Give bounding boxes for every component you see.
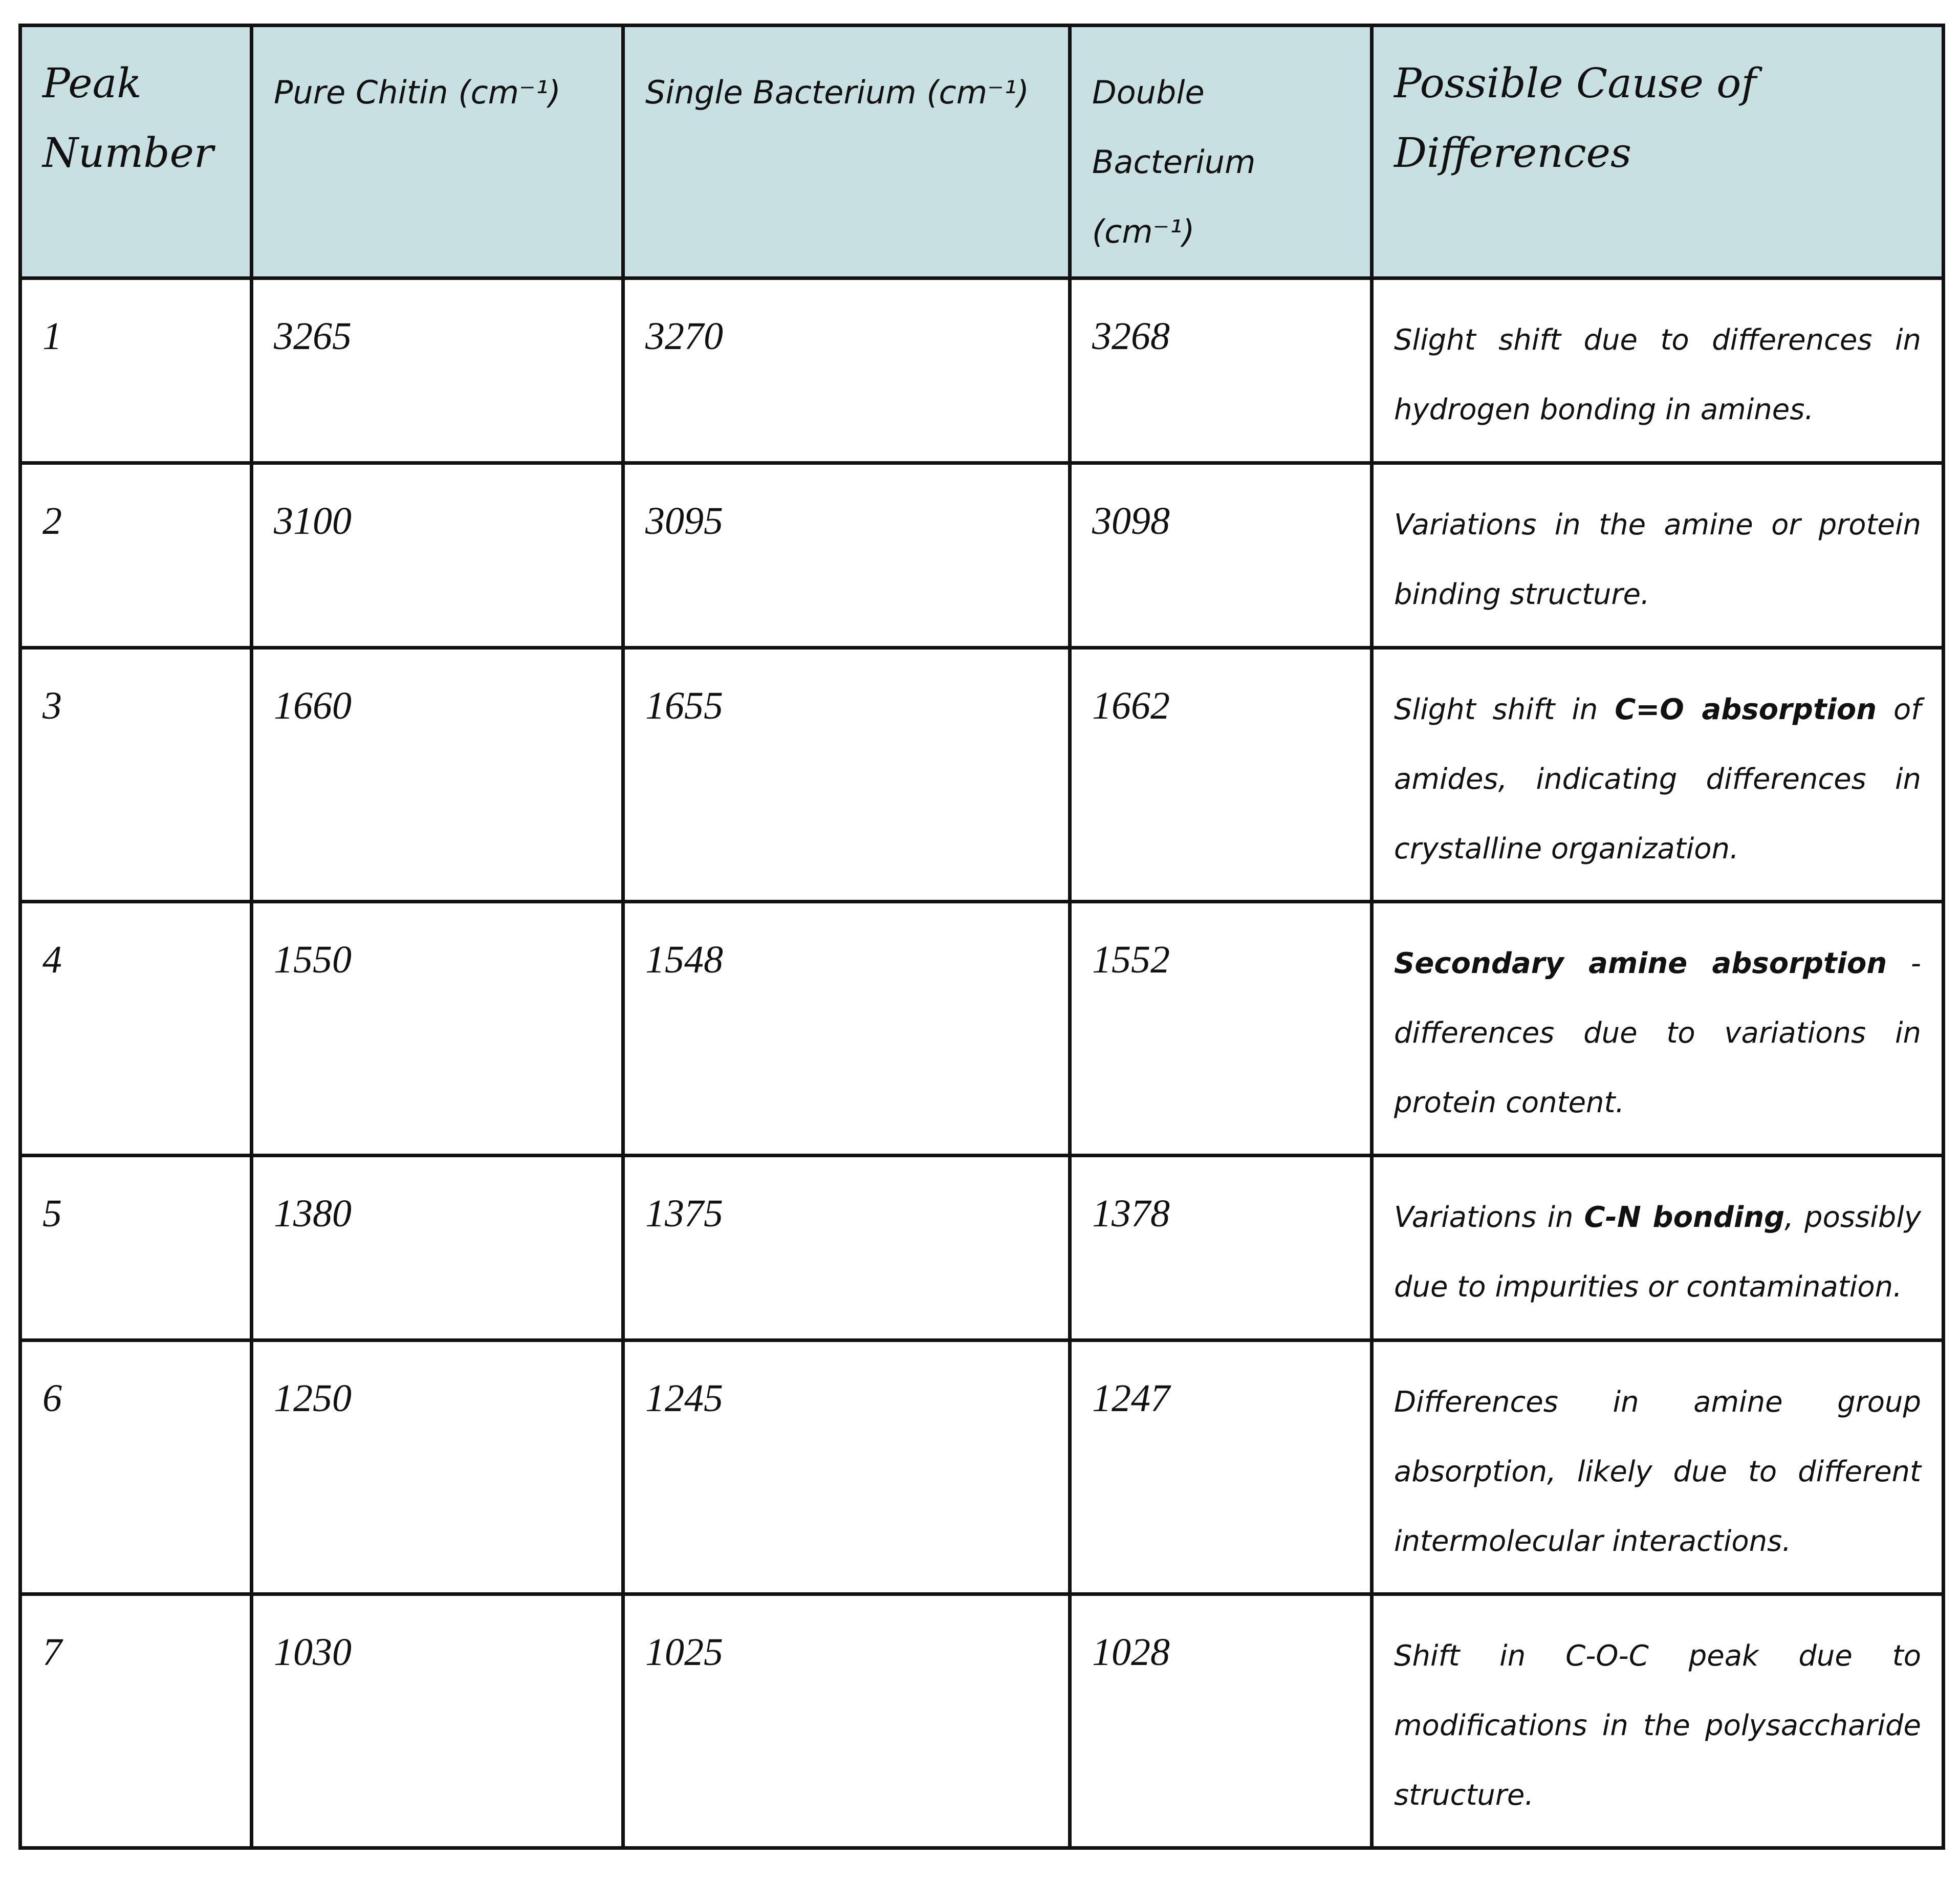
cell-peak-number: [20, 463, 252, 648]
cell-possible-cause: [1372, 1340, 1944, 1594]
cell-pure-chitin: [252, 902, 623, 1156]
cell-double-bacterium: [1070, 648, 1372, 902]
cell-double-bacterium: [1070, 463, 1372, 648]
table-row: [20, 463, 1944, 648]
double-bacterium-value: 3268: [1092, 315, 1170, 358]
cell-pure-chitin: [252, 1594, 623, 1848]
cell-peak-number: [20, 1594, 252, 1848]
cell-peak-number: [20, 1156, 252, 1340]
cause-text-start: Slight shift in: [1394, 693, 1615, 726]
cell-double-bacterium: [1070, 902, 1372, 1156]
header-double-bacterium: [1070, 26, 1372, 278]
single-bacterium-value: 1025: [645, 1631, 723, 1674]
cell-single-bacterium: [623, 902, 1070, 1156]
pure-chitin-value: 3265: [274, 315, 352, 358]
cell-possible-cause: [1372, 648, 1944, 902]
cause-text-start: Slight shift due to differences in hydrogen bonding in amines.: [1394, 323, 1921, 426]
cell-single-bacterium: [623, 463, 1070, 648]
single-bacterium-value: 1245: [645, 1377, 723, 1420]
cell-double-bacterium: [1070, 1340, 1372, 1594]
cause-text-end: of amides, indicating differences in crystalline organization.: [1394, 693, 1921, 866]
cell-pure-chitin: [252, 648, 623, 902]
cause-text-start: Differences in amine group absorption, likely due to different intermolecular interactions.: [1394, 1386, 1921, 1558]
cause-text-bold: C=O absorption: [1615, 693, 1877, 726]
cause-text-start: Shift in C-O-C peak due to modifications in the polysaccharide structure.: [1394, 1639, 1921, 1812]
cell-double-bacterium: [1070, 1156, 1372, 1340]
single-bacterium-value: 3095: [645, 500, 723, 543]
cell-single-bacterium: [623, 278, 1070, 463]
double-bacterium-value: 1378: [1092, 1192, 1170, 1235]
cell-peak-number: [20, 648, 252, 902]
table-row: [20, 1340, 1944, 1594]
pure-chitin-value: 1380: [274, 1192, 352, 1235]
cell-possible-cause: [1372, 463, 1944, 648]
single-bacterium-value: 1655: [645, 684, 723, 727]
possible-cause-text: [1374, 1596, 1942, 1830]
header-double-bacterium-label: Double Bacterium (cm⁻¹): [1092, 74, 1256, 250]
table-row: [20, 1594, 1944, 1848]
pure-chitin-value: 1660: [274, 684, 352, 727]
pure-chitin-value: 1250: [274, 1377, 352, 1420]
cell-peak-number: [20, 278, 252, 463]
peak-number-value: 5: [42, 1192, 62, 1235]
peak-number-value: 1: [42, 315, 62, 358]
cell-possible-cause: [1372, 902, 1944, 1156]
table-row: [20, 1156, 1944, 1340]
cell-possible-cause: [1372, 1594, 1944, 1848]
cell-pure-chitin: [252, 1340, 623, 1594]
peak-number-value: 7: [42, 1631, 62, 1674]
double-bacterium-value: 1247: [1092, 1377, 1170, 1420]
double-bacterium-value: 1028: [1092, 1631, 1170, 1674]
pure-chitin-value: 1030: [274, 1631, 352, 1674]
table-row: [20, 648, 1944, 902]
cell-pure-chitin: [252, 278, 623, 463]
possible-cause-text: [1374, 903, 1942, 1138]
cell-single-bacterium: [623, 1340, 1070, 1594]
single-bacterium-value: 3270: [645, 315, 723, 358]
peak-comparison-table: [18, 24, 1945, 1850]
header-pure-chitin-label: Pure Chitin (cm⁻¹): [274, 74, 561, 111]
cell-possible-cause: [1372, 278, 1944, 463]
header-peak-number-label: Peak Number: [42, 59, 214, 177]
possible-cause-text: [1374, 1342, 1942, 1576]
cell-single-bacterium: [623, 1156, 1070, 1340]
possible-cause-text: [1374, 650, 1942, 884]
header-pure-chitin: [252, 26, 623, 278]
cell-possible-cause: [1372, 1156, 1944, 1340]
table-header-row: [20, 26, 1944, 278]
table-row: [20, 902, 1944, 1156]
double-bacterium-value: 1662: [1092, 684, 1170, 727]
cell-double-bacterium: [1070, 1594, 1372, 1848]
peak-number-value: 3: [42, 684, 62, 727]
cell-single-bacterium: [623, 648, 1070, 902]
header-possible-cause-label: Possible Cause of Differences: [1394, 59, 1757, 177]
cell-double-bacterium: [1070, 278, 1372, 463]
possible-cause-text: [1374, 280, 1942, 445]
peak-number-value: 2: [42, 500, 62, 543]
pure-chitin-value: 1550: [274, 938, 352, 981]
header-single-bacterium-label: Single Bacterium (cm⁻¹): [645, 74, 1029, 111]
possible-cause-text: [1374, 1157, 1942, 1322]
peak-number-value: 4: [42, 938, 62, 981]
cause-text-end: - differences due to variations in protein content.: [1394, 947, 1921, 1119]
cause-text-bold: C-N bonding: [1584, 1201, 1785, 1234]
cause-text-bold: Secondary amine absorption: [1394, 947, 1887, 980]
pure-chitin-value: 3100: [274, 500, 352, 543]
possible-cause-text: [1374, 465, 1942, 630]
table-row: [20, 278, 1944, 463]
cell-single-bacterium: [623, 1594, 1070, 1848]
single-bacterium-value: 1548: [645, 938, 723, 981]
cell-pure-chitin: [252, 463, 623, 648]
double-bacterium-value: 1552: [1092, 938, 1170, 981]
cause-text-end: , possibly due to impurities or contamination.: [1394, 1201, 1921, 1304]
peak-number-value: 6: [42, 1377, 62, 1420]
cell-peak-number: [20, 1340, 252, 1594]
cell-pure-chitin: [252, 1156, 623, 1340]
cause-text-start: Variations in the amine or protein binding structure.: [1394, 508, 1921, 611]
double-bacterium-value: 3098: [1092, 500, 1170, 543]
cause-text-start: Variations in: [1394, 1201, 1584, 1234]
header-single-bacterium: [623, 26, 1070, 278]
single-bacterium-value: 1375: [645, 1192, 723, 1235]
header-peak-number: [20, 26, 252, 278]
cell-peak-number: [20, 902, 252, 1156]
header-possible-cause: [1372, 26, 1944, 278]
